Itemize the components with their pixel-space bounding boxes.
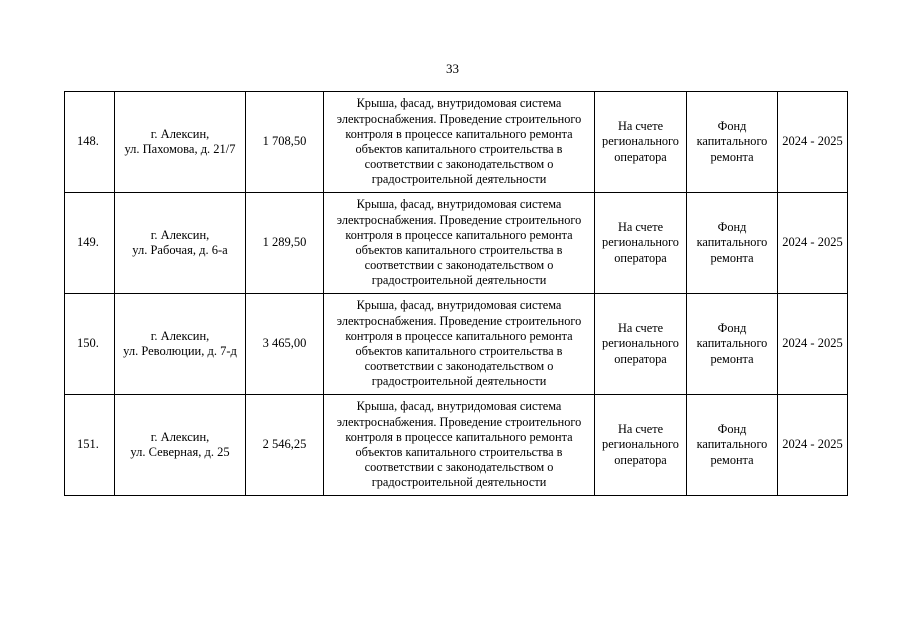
account-line: На счете (617, 422, 664, 437)
source-line: капитального (696, 235, 768, 250)
work-line: электроснабжения. Проведение строительного (336, 111, 582, 126)
source-line: ремонта (710, 452, 754, 467)
work-line: градостроительной деятельности (371, 273, 547, 288)
address-street: ул. Пахомова, д. 21/7 (124, 142, 236, 156)
address-cell (115, 92, 246, 193)
work-line: электроснабжения. Проведение строительного (336, 313, 582, 328)
funding-source-cell (687, 193, 778, 294)
work-line: объектов капитального строительства в (355, 243, 563, 257)
address-cell (115, 193, 246, 294)
account-line: На счете (617, 119, 664, 134)
address-city: г. Алексин, (150, 328, 210, 343)
work-line: объектов капитального строительства в (355, 344, 563, 358)
work-line: градостроительной деятельности (371, 374, 547, 389)
source-line: ремонта (710, 250, 754, 265)
source-line: Фонд (717, 119, 747, 134)
table-row (65, 92, 848, 193)
account-line: регионального (602, 235, 679, 250)
account-line: регионального (602, 437, 679, 452)
account-cell (595, 193, 687, 294)
work-line: градостроительной деятельности (371, 475, 547, 490)
work-description-cell (324, 395, 595, 496)
funding-source-cell (687, 92, 778, 193)
work-line: Крыша, фасад, внутридомовая система (356, 399, 562, 414)
work-line: градостроительной деятельности (371, 172, 547, 187)
table-row (65, 294, 848, 395)
work-line: электроснабжения. Проведение строительного (336, 212, 582, 227)
account-cell (595, 92, 687, 193)
work-line: объектов капитального строительства в (355, 445, 563, 459)
work-line: электроснабжения. Проведение строительного (336, 414, 582, 429)
address-street: ул. Революции, д. 7-д (123, 344, 237, 358)
area-cell: 1 289,50 (246, 193, 324, 294)
work-line: контроля в процессе капитального ремонта (345, 227, 573, 242)
source-line: ремонта (710, 149, 754, 164)
source-line: Фонд (717, 220, 747, 235)
work-line: объектов капитального строительства в (355, 142, 563, 156)
work-line: контроля в процессе капитального ремонта (345, 126, 573, 141)
row-number: 150. (65, 294, 115, 395)
address-cell (115, 395, 246, 496)
account-line: оператора (614, 351, 667, 366)
account-line: На счете (617, 321, 664, 336)
years-cell: 2024 - 2025 (778, 294, 848, 395)
row-number: 148. (65, 92, 115, 193)
work-description-cell (324, 193, 595, 294)
source-line: капитального (696, 336, 768, 351)
work-line: соответствии с законодательством о (364, 359, 554, 374)
source-line: капитального (696, 437, 768, 452)
work-line: соответствии с законодательством о (364, 157, 554, 172)
source-line: ремонта (710, 351, 754, 366)
address-city: г. Алексин, (150, 227, 210, 242)
account-line: оператора (614, 452, 667, 467)
work-line: соответствии с законодательством о (364, 460, 554, 475)
years-cell: 2024 - 2025 (778, 193, 848, 294)
address-street: ул. Северная, д. 25 (130, 445, 230, 459)
area-cell: 2 546,25 (246, 395, 324, 496)
work-description-cell (324, 294, 595, 395)
account-line: регионального (602, 336, 679, 351)
years-cell: 2024 - 2025 (778, 92, 848, 193)
work-line: Крыша, фасад, внутридомовая система (356, 197, 562, 212)
work-description-cell (324, 92, 595, 193)
address-city: г. Алексин, (150, 429, 210, 444)
row-number: 151. (65, 395, 115, 496)
funding-source-cell (687, 294, 778, 395)
account-line: регионального (602, 134, 679, 149)
work-line: Крыша, фасад, внутридомовая система (356, 96, 562, 111)
row-number: 149. (65, 193, 115, 294)
repair-works-table (64, 91, 848, 496)
page-number: 33 (446, 61, 459, 76)
work-line: Крыша, фасад, внутридомовая система (356, 298, 562, 313)
years-cell: 2024 - 2025 (778, 395, 848, 496)
account-line: На счете (617, 220, 664, 235)
account-line: оператора (614, 149, 667, 164)
account-cell (595, 395, 687, 496)
source-line: Фонд (717, 321, 747, 336)
address-cell (115, 294, 246, 395)
work-line: соответствии с законодательством о (364, 258, 554, 273)
table-row (65, 395, 848, 496)
area-cell: 3 465,00 (246, 294, 324, 395)
area-cell: 1 708,50 (246, 92, 324, 193)
address-city: г. Алексин, (150, 126, 210, 141)
address-street: ул. Рабочая, д. 6-а (132, 243, 228, 257)
funding-source-cell (687, 395, 778, 496)
source-line: капитального (696, 134, 768, 149)
account-cell (595, 294, 687, 395)
source-line: Фонд (717, 422, 747, 437)
account-line: оператора (614, 250, 667, 265)
table-row (65, 193, 848, 294)
work-line: контроля в процессе капитального ремонта (345, 429, 573, 444)
work-line: контроля в процессе капитального ремонта (345, 328, 573, 343)
